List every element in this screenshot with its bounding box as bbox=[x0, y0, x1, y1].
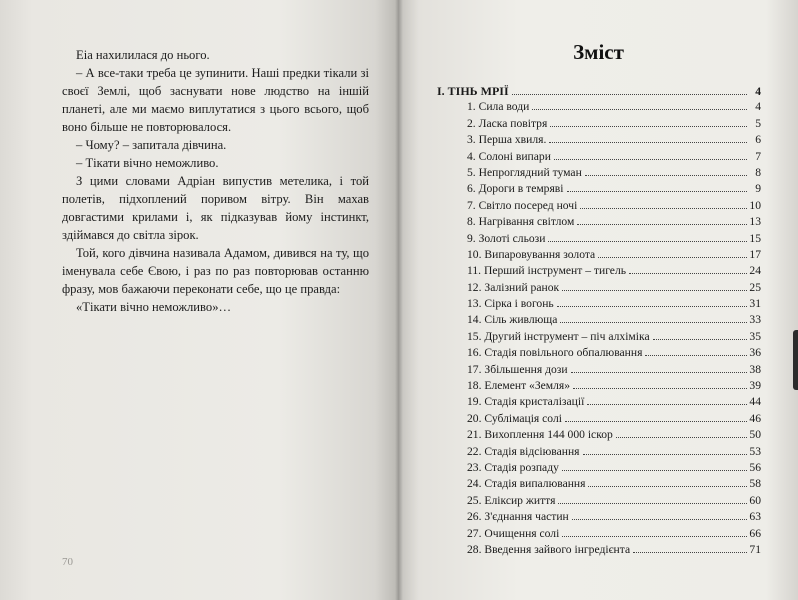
toc-entry-label: 27. Очищення солі bbox=[467, 526, 560, 540]
dot-leader bbox=[573, 388, 747, 389]
dot-leader bbox=[548, 241, 747, 242]
dot-leader bbox=[562, 290, 747, 291]
toc-entry-label: 14. Сіль живлюща bbox=[467, 313, 558, 327]
dot-leader bbox=[549, 142, 747, 143]
dot-leader bbox=[577, 224, 747, 225]
dot-leader bbox=[571, 372, 747, 373]
dot-leader bbox=[580, 208, 747, 209]
toc-part-row[interactable] bbox=[437, 84, 761, 100]
toc-entry[interactable] bbox=[437, 232, 761, 248]
toc-entry[interactable] bbox=[437, 379, 761, 395]
toc-entry-page: 5 bbox=[755, 116, 761, 130]
toc-entry[interactable] bbox=[437, 297, 761, 313]
dot-leader bbox=[645, 355, 747, 356]
dot-leader bbox=[633, 552, 747, 553]
toc-entry-page: 25 bbox=[749, 280, 761, 294]
toc-entry-page: 8 bbox=[755, 165, 761, 179]
page-number: 70 bbox=[62, 556, 73, 568]
dot-leader bbox=[583, 454, 747, 455]
toc-entry-page: 60 bbox=[749, 493, 761, 507]
toc-entry[interactable] bbox=[437, 182, 761, 198]
toc-entry[interactable] bbox=[437, 313, 761, 329]
table-of-contents bbox=[437, 84, 761, 559]
toc-entry-label: 23. Стадія розпаду bbox=[467, 460, 559, 474]
dot-leader bbox=[557, 306, 747, 307]
toc-entry-page: 44 bbox=[749, 395, 761, 409]
toc-entry-label: 12. Залізний ранок bbox=[467, 280, 560, 294]
page-edge-shadow bbox=[793, 330, 798, 390]
toc-entry-label: 24. Стадія випалювання bbox=[467, 477, 586, 491]
toc-entry-page: 39 bbox=[749, 379, 761, 393]
toc-entry-label: 15. Другий інструмент – піч алхіміка bbox=[467, 329, 650, 343]
dot-leader bbox=[587, 404, 747, 405]
toc-entry[interactable] bbox=[437, 199, 761, 215]
toc-entry-label: 1. Сила води bbox=[467, 100, 530, 114]
toc-entry[interactable] bbox=[437, 543, 761, 559]
toc-entry[interactable] bbox=[437, 248, 761, 264]
paragraph: З цими словами Адріан випустив метелика, і той полетів, підхоплений поривом вітру. Він махав довгастими крилами і, як підказував йому інстинкт, здіймався до світла зірок. bbox=[62, 174, 369, 242]
toc-entry[interactable] bbox=[437, 395, 761, 411]
toc-entry-page: 4 bbox=[755, 100, 761, 114]
toc-entry-page: 35 bbox=[749, 329, 761, 343]
paragraph: – Чому? – запитала дівчина. bbox=[76, 138, 227, 152]
toc-entry[interactable] bbox=[437, 510, 761, 526]
toc-entry-page: 15 bbox=[749, 231, 761, 245]
toc-entry[interactable] bbox=[437, 281, 761, 297]
toc-entry[interactable] bbox=[437, 494, 761, 510]
toc-entry[interactable] bbox=[437, 461, 761, 477]
paragraph: – Тікати вічно неможливо. bbox=[76, 156, 219, 170]
toc-entry-label: 2. Ласка повітря bbox=[467, 116, 548, 130]
paragraph: – А все-таки треба це зупинити. Наші предки тікали зі своєї Землі, щоб заснувати нове людство на іншій планеті, але ми маємо виплутатися з цього всього, щоб воно більше не повторювалося. bbox=[62, 66, 369, 134]
toc-entry-label: 17. Збільшення дози bbox=[467, 362, 568, 376]
toc-entry-label: 11. Перший інструмент – тигель bbox=[467, 264, 627, 278]
toc-entry-page: 9 bbox=[755, 182, 761, 196]
toc-entry-label: 16. Стадія повільного обпалювання bbox=[467, 346, 643, 360]
dot-leader bbox=[550, 126, 747, 127]
toc-entry-page: 38 bbox=[749, 362, 761, 376]
toc-entry[interactable] bbox=[437, 166, 761, 182]
toc-entry[interactable] bbox=[437, 330, 761, 346]
toc-entry[interactable] bbox=[437, 133, 761, 149]
dot-leader bbox=[532, 109, 747, 110]
toc-entry-label: 19. Стадія кристалізації bbox=[467, 395, 585, 409]
toc-entry[interactable] bbox=[437, 346, 761, 362]
toc-entry-page: 63 bbox=[749, 510, 761, 524]
toc-entry-label: 20. Сублімація солі bbox=[467, 411, 562, 425]
toc-entry[interactable] bbox=[437, 150, 761, 166]
toc-entry-page: 24 bbox=[749, 264, 761, 278]
toc-entry[interactable] bbox=[437, 445, 761, 461]
toc-entry[interactable] bbox=[437, 412, 761, 428]
dot-leader bbox=[567, 191, 748, 192]
toc-entry-label: 9. Золоті сльози bbox=[467, 231, 546, 245]
dot-leader bbox=[653, 339, 747, 340]
toc-entry-page: 17 bbox=[749, 247, 761, 261]
toc-part-label: I. ТІНЬ МРІЇ bbox=[437, 84, 509, 98]
toc-entry[interactable] bbox=[437, 428, 761, 444]
toc-entry-label: 21. Вихоплення 144 000 іскор bbox=[467, 428, 613, 442]
toc-entry[interactable] bbox=[437, 527, 761, 543]
dot-leader bbox=[588, 486, 747, 487]
dot-leader bbox=[562, 536, 747, 537]
toc-title: Зміст bbox=[573, 40, 624, 64]
toc-entry-label: 26. З'єднання частин bbox=[467, 510, 569, 524]
toc-entry-label: 4. Солоні випари bbox=[467, 149, 551, 163]
toc-entry-page: 56 bbox=[749, 460, 761, 474]
toc-entry[interactable] bbox=[437, 264, 761, 280]
dot-leader bbox=[598, 257, 747, 258]
toc-entry-page: 36 bbox=[749, 346, 761, 360]
toc-entry-label: 5. Непроглядний туман bbox=[467, 165, 582, 179]
toc-entry[interactable] bbox=[437, 100, 761, 116]
dot-leader bbox=[560, 322, 747, 323]
dot-leader bbox=[562, 470, 747, 471]
toc-entry-page: 31 bbox=[749, 297, 761, 311]
toc-entry-label: 10. Випаровування золота bbox=[467, 247, 596, 261]
book-gutter bbox=[395, 0, 403, 600]
left-page-text bbox=[62, 46, 369, 316]
toc-entry-label: 25. Еліксир життя bbox=[467, 493, 556, 507]
toc-entries bbox=[437, 100, 761, 559]
toc-entry-page: 7 bbox=[755, 149, 761, 163]
toc-entry-label: 3. Перша хвиля. bbox=[467, 133, 547, 147]
toc-entry-page: 6 bbox=[755, 133, 761, 147]
toc-entry-label: 6. Дороги в темряві bbox=[467, 182, 564, 196]
toc-entry-page: 33 bbox=[749, 313, 761, 327]
toc-entry-label: 7. Світло посеред ночі bbox=[467, 198, 578, 212]
toc-entry-page: 13 bbox=[749, 215, 761, 229]
dot-leader bbox=[554, 159, 747, 160]
paragraph: Еіа нахилилася до нього. bbox=[76, 48, 210, 62]
dot-leader bbox=[629, 273, 747, 274]
dot-leader bbox=[512, 94, 747, 95]
toc-entry-label: 18. Елемент «Земля» bbox=[467, 379, 571, 393]
toc-entry-page: 10 bbox=[749, 198, 761, 212]
dot-leader bbox=[565, 421, 747, 422]
toc-entry-page: 50 bbox=[749, 428, 761, 442]
toc-entry-page: 46 bbox=[749, 411, 761, 425]
toc-entry-label: 28. Введення зайвого інгредієнта bbox=[467, 542, 631, 556]
toc-entry[interactable] bbox=[437, 215, 761, 231]
dot-leader bbox=[572, 519, 747, 520]
paragraph: «Тікати вічно неможливо»… bbox=[76, 300, 232, 314]
toc-part-page: 4 bbox=[755, 85, 761, 98]
toc-entry[interactable] bbox=[437, 117, 761, 133]
toc-entry-page: 53 bbox=[749, 444, 761, 458]
dot-leader bbox=[585, 175, 747, 176]
toc-entry[interactable] bbox=[437, 477, 761, 493]
toc-entry-label: 8. Нагрівання світлом bbox=[467, 215, 575, 229]
toc-entry-page: 66 bbox=[749, 526, 761, 540]
dot-leader bbox=[616, 437, 747, 438]
paragraph: Той, кого дівчина називала Адамом, дивився на ту, що іменувала себе Євою, і раз по раз повторював останню фразу, мов бажаючи переконати себе, що це правда: bbox=[62, 246, 369, 296]
toc-entry-label: 22. Стадія відсіювання bbox=[467, 444, 580, 458]
toc-entry[interactable] bbox=[437, 363, 761, 379]
dot-leader bbox=[558, 503, 747, 504]
toc-entry-label: 13. Сірка і вогонь bbox=[467, 297, 554, 311]
toc-entry-page: 58 bbox=[749, 477, 761, 491]
toc-entry-page: 71 bbox=[749, 542, 761, 556]
